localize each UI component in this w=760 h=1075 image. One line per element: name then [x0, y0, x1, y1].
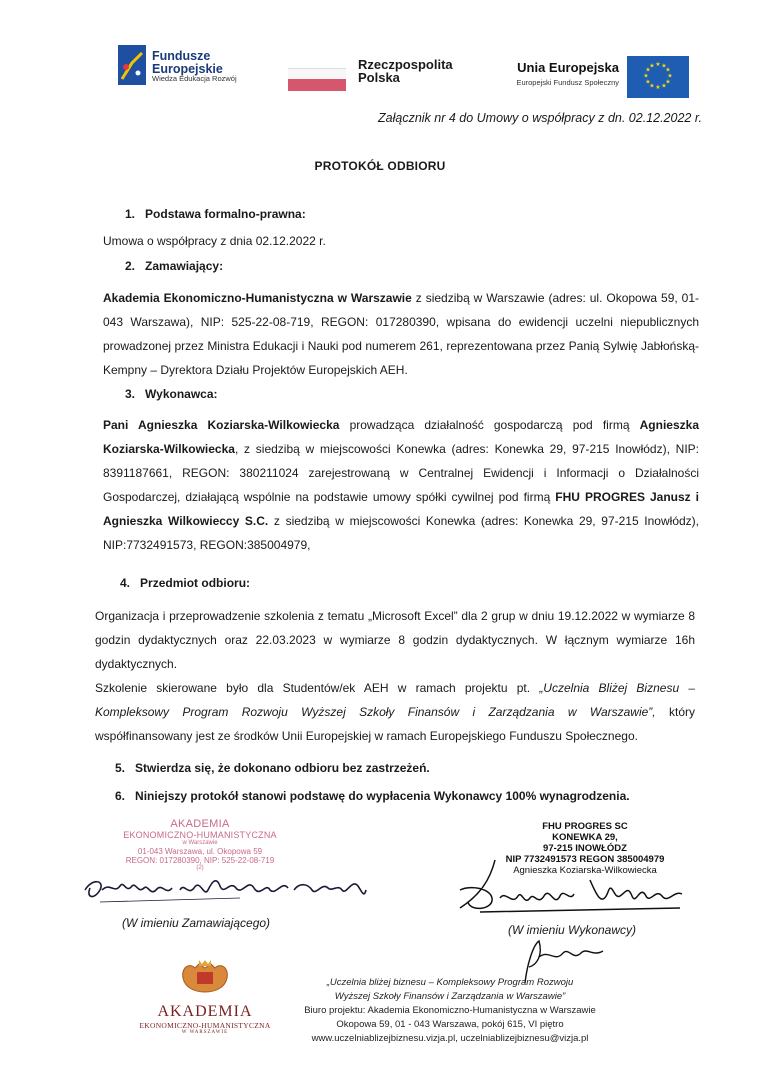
svg-text:★: ★	[667, 72, 673, 80]
svg-text:★: ★	[645, 66, 651, 74]
rp-line1: Rzeczpospolita	[358, 57, 453, 72]
section-2-text	[103, 286, 699, 382]
section-1-heading	[125, 207, 306, 221]
section-4-title: Przedmiot odbioru:	[140, 576, 251, 590]
zamawiajacy-stamp	[120, 818, 280, 872]
wykonawca-caption: (W imieniu Wykonawcy)	[508, 923, 637, 937]
aeh-logo-sub: EKONOMICZNO-HUMANISTYCZNA	[139, 1021, 271, 1030]
svg-text:★: ★	[655, 84, 661, 91]
svg-text:★: ★	[665, 78, 671, 86]
section-1-number: 1.	[125, 207, 136, 221]
wykonawca-signature	[450, 850, 700, 920]
stamp-left-line-3: w Warszawie	[182, 840, 218, 846]
section-5-title: Stwierdza się, że dokonano odbioru bez zastrzeżeń.	[135, 761, 430, 775]
stamp-left-line-4: 01-043 Warszawa, ul. Okopowa 59	[137, 847, 263, 856]
section-4-heading	[120, 576, 250, 590]
polish-flag-icon	[288, 68, 346, 91]
wykonawca-name: Pani Agnieszka Koziarska-Wilkowiecka	[103, 418, 340, 432]
svg-text:★: ★	[661, 82, 667, 90]
zamawiajacy-signature	[80, 868, 370, 908]
section-3-heading	[125, 387, 218, 401]
section-3-text	[103, 413, 699, 557]
aeh-logo	[120, 958, 290, 1035]
stamp-left-line-5: REGON: 017280390, NIP: 525-22-08-719	[125, 856, 275, 865]
svg-text:★: ★	[655, 61, 661, 68]
aeh-crest-icon	[175, 958, 235, 996]
stamp-right-line-2: KONEWKA 29,	[552, 832, 618, 843]
stamp-right-line-3: 97-215 INOWŁÓDZ	[543, 843, 627, 854]
wykonawca-text-2: , z siedzibą w miejscowości Konewka (adres: Konewka 29, 97-215 Inowłódz), NIP: 8391187661, REGON: 380211024 zarejestrowaną w Centralnej Ewidencji i Informacji o Działalności Gospodarczej, działającą wspólnie na podstawie umowy spółki cywilnej pod firmą	[103, 442, 699, 504]
fe-line1: Fundusze	[152, 49, 211, 63]
footer-office: Biuro projektu: Akademia Ekonomiczno-Humanistyczna w Warszawie	[304, 1005, 596, 1016]
fe-flag-icon	[118, 45, 146, 85]
section-6-number: 6.	[115, 789, 126, 803]
wykonawca-text-1: prowadząca działalność gospodarczą pod firmą	[349, 418, 630, 432]
section-6-title: Niniejszy protokół stanowi podstawę do wypłacenia Wykonawcy 100% wynagrodzenia.	[135, 789, 630, 803]
section-4-number: 4.	[120, 576, 131, 590]
stamp-right-line-1: FHU PROGRES SC	[542, 821, 628, 832]
svg-text:★: ★	[649, 82, 655, 90]
stamp-right-line-5: Agnieszka Koziarska-Wilkowiecka	[513, 865, 657, 876]
section-4-paragraph-2b: który współfinansowany jest ze środków Unii Europejskiej w ramach Europejskiego Funduszu Społecznego.	[95, 705, 695, 743]
project-title: „Uczelnia Bliżej Biznesu – Kompleksowy Program Rozwoju Wyższej Szkoły Finansów i Zarządzania w Warszawie”,	[95, 681, 695, 719]
fundusze-europejskie-logo	[118, 45, 268, 89]
section-5-number: 5.	[115, 761, 126, 775]
wykonawca-company: FHU PROGRES Janusz i Agnieszka Wilkowieccy S.C.	[103, 490, 699, 528]
annex-note: Załącznik nr 4 do Umowy o współpracy z dn. 02.12.2022 r.	[378, 111, 702, 125]
wykonawca-firm: Agnieszka Koziarska-Wilkowiecka	[103, 418, 699, 456]
footer	[280, 976, 620, 1046]
footer-project-line-2: Wyższej Szkoły Finansów i Zarządzania w Warszawie”	[334, 991, 566, 1002]
section-2-title: Zamawiający:	[145, 259, 224, 273]
section-3-number: 3.	[125, 387, 136, 401]
aeh-logo-city: W WARSZAWIE	[181, 1030, 229, 1035]
stamp-left-line-1: AKADEMIA	[170, 818, 230, 830]
section-1-title: Podstawa formalno-prawna:	[145, 207, 306, 221]
svg-text:★: ★	[643, 72, 649, 80]
fe-subtitle: Wiedza Edukacja Rozwój	[152, 74, 237, 83]
rzeczpospolita-logo	[288, 58, 478, 94]
fe-line2: Europejskie	[152, 62, 223, 76]
wykonawca-text-3: z siedzibą w miejscowości Konewka (adres: Konewka 29, 97-215 Inowłódz), NIP:7732491573, REGON:385004979,	[103, 514, 699, 552]
section-4-paragraph-2a: Szkolenie skierowane było dla Studentów/ek AEH w ramach projektu pt.	[95, 681, 531, 695]
zamawiajacy-name: Akademia Ekonomiczno-Humanistyczna w Warszawie	[103, 291, 412, 305]
ue-subtitle: Europejski Fundusz Społeczny	[516, 78, 619, 87]
section-1-text: Umowa o współpracy z dnia 02.12.2022 r.	[103, 234, 326, 248]
svg-text:★: ★	[645, 78, 651, 86]
svg-text:★: ★	[661, 62, 667, 70]
stamp-right-line-4: NIP 7732491573 REGON 385004979	[505, 854, 665, 865]
svg-text:★: ★	[649, 62, 655, 70]
section-6	[115, 789, 630, 803]
svg-text:★: ★	[665, 66, 671, 74]
footer-contact: www.uczelniablizejbiznesu.vizja.pl, uczelniablizejbiznesu@vizja.pl	[311, 1033, 589, 1044]
eu-flag-icon	[627, 56, 689, 98]
footer-address: Okopowa 59, 01 - 043 Warszawa, pokój 615, VI piętro	[336, 1019, 564, 1030]
ue-title: Unia Europejska	[517, 60, 619, 75]
zamawiajacy-details: z siedzibą w Warszawie (adres: ul. Okopowa 59, 01-043 Warszawa), NIP: 525-22-08-719, REGON: 017280390, wpisana do ewidencji uczelni niepublicznych prowadzonej przez Ministra Edukacji i Nauki pod numerem 261, reprezentowana przez Panią Sylwię Jabłońską-Kempny – Dyrektora Działu Projektów Europejskich AEH.	[103, 291, 699, 377]
footer-project-line-1: „Uczelnia bliżej biznesu – Kompleksowy Program Rozwoju	[326, 977, 574, 988]
document-title: PROTOKÓŁ ODBIORU	[314, 159, 446, 173]
stamp-left-line-6: (2)	[196, 865, 204, 871]
stamp-left-line-2: EKONOMICZNO-HUMANISTYCZNA	[123, 830, 277, 840]
section-4-text	[95, 604, 695, 748]
section-3-title: Wykonawca:	[145, 387, 218, 401]
section-2-heading	[125, 259, 223, 273]
zamawiajacy-caption: (W imieniu Zamawiającego)	[122, 916, 271, 930]
section-5	[115, 761, 430, 775]
rp-line2: Polska	[358, 70, 400, 85]
unia-europejska-logo	[484, 54, 694, 98]
section-2-number: 2.	[125, 259, 136, 273]
section-4-paragraph-1: Organizacja i przeprowadzenie szkolenia z tematu „Microsoft Excel” dla 2 grup w dniu 19.12.2022 w wymiarze 8 godzin dydaktycznych oraz 22.03.2023 w wymiarze 8 godzin dydaktycznych. W łącznym wymiarze 16h dydaktycznych.	[95, 609, 695, 671]
aeh-logo-name: AKADEMIA	[157, 1003, 253, 1020]
